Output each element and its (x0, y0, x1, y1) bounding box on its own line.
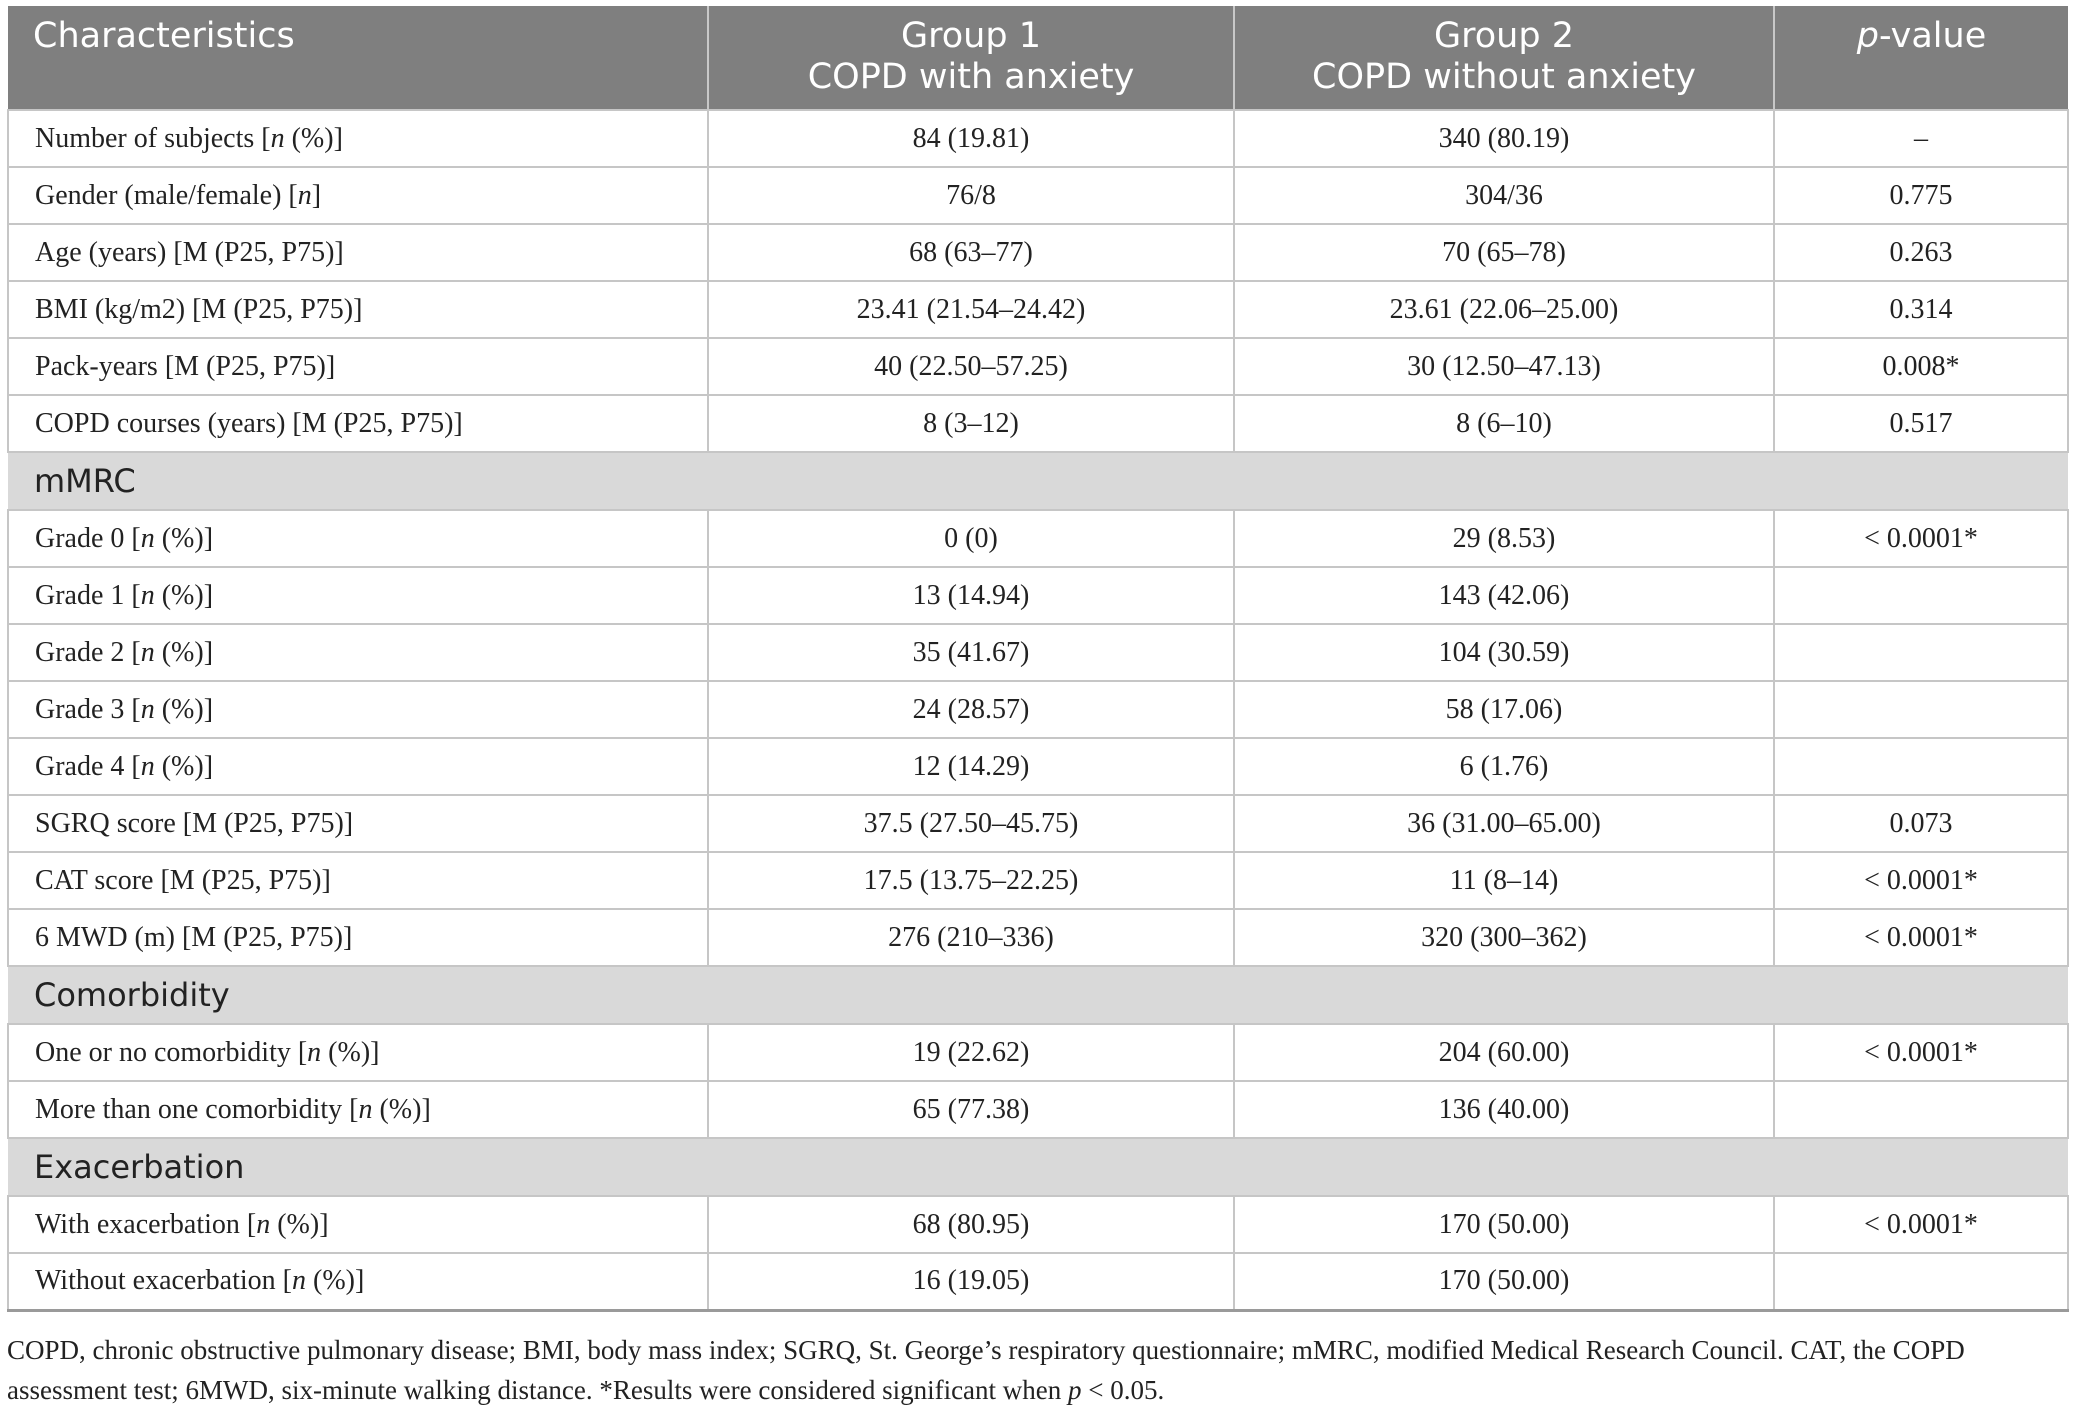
p-value: 0.073 (1774, 795, 2068, 852)
p-value: 0.775 (1774, 167, 2068, 224)
group-2-value: 36 (31.00–65.00) (1234, 795, 1774, 852)
group-1-value: 12 (14.29) (708, 738, 1234, 795)
table-row (8, 624, 2068, 681)
p-value: 0.263 (1774, 224, 2068, 281)
table-row (8, 738, 2068, 795)
table-row (8, 510, 2068, 567)
table-row (8, 1253, 2068, 1310)
section-comorbidity-label: Comorbidity (8, 966, 2068, 1024)
table-row (8, 1196, 2068, 1253)
group-2-value: 104 (30.59) (1234, 624, 1774, 681)
table-header (8, 6, 2068, 110)
row-label: Grade 3 [n (%)] (8, 681, 708, 738)
p-value (1774, 624, 2068, 681)
p-value: < 0.0001* (1774, 1196, 2068, 1253)
group-1-value: 0 (0) (708, 510, 1234, 567)
group-1-value: 16 (19.05) (708, 1253, 1234, 1310)
group-2-value: 11 (8–14) (1234, 852, 1774, 909)
table-row (8, 395, 2068, 452)
row-label: 6 MWD (m) [M (P25, P75)] (8, 909, 708, 966)
row-label: BMI (kg/m2) [M (P25, P75)] (8, 281, 708, 338)
p-value: 0.517 (1774, 395, 2068, 452)
row-label: Number of subjects [n (%)] (8, 110, 708, 167)
row-label: With exacerbation [n (%)] (8, 1196, 708, 1253)
row-label: CAT score [M (P25, P75)] (8, 852, 708, 909)
row-label: Gender (male/female) [n] (8, 167, 708, 224)
table-row (8, 681, 2068, 738)
row-label: Grade 0 [n (%)] (8, 510, 708, 567)
row-label: Without exacerbation [n (%)] (8, 1253, 708, 1310)
table-row (8, 281, 2068, 338)
group-1-value: 68 (80.95) (708, 1196, 1234, 1253)
group-1-value: 68 (63–77) (708, 224, 1234, 281)
group-1-value: 24 (28.57) (708, 681, 1234, 738)
group-2-value: 136 (40.00) (1234, 1081, 1774, 1138)
header-row (8, 6, 2068, 110)
row-label: COPD courses (years) [M (P25, P75)] (8, 395, 708, 452)
table-row (8, 167, 2068, 224)
group-2-value: 30 (12.50–47.13) (1234, 338, 1774, 395)
group-1-value: 8 (3–12) (708, 395, 1234, 452)
p-value: < 0.0001* (1774, 510, 2068, 567)
group-2-value: 58 (17.06) (1234, 681, 1774, 738)
row-label: More than one comorbidity [n (%)] (8, 1081, 708, 1138)
table-row (8, 909, 2068, 966)
row-label: Grade 2 [n (%)] (8, 624, 708, 681)
group-2-value: 340 (80.19) (1234, 110, 1774, 167)
p-value: – (1774, 110, 2068, 167)
table-row (8, 110, 2068, 167)
group-1-value: 35 (41.67) (708, 624, 1234, 681)
group-2-value: 170 (50.00) (1234, 1196, 1774, 1253)
header-p-value: p-value (1774, 6, 2068, 110)
p-value: < 0.0001* (1774, 909, 2068, 966)
row-label: Grade 1 [n (%)] (8, 567, 708, 624)
group-2-value: 70 (65–78) (1234, 224, 1774, 281)
p-value (1774, 681, 2068, 738)
group-2-value: 304/36 (1234, 167, 1774, 224)
p-value: < 0.0001* (1774, 852, 2068, 909)
section-mmrc-label: mMRC (8, 452, 2068, 510)
p-value: 0.008* (1774, 338, 2068, 395)
group-2-value: 170 (50.00) (1234, 1253, 1774, 1310)
table-footnote: COPD, chronic obstructive pulmonary disease; BMI, body mass index; SGRQ, St. George’s respiratory questionnaire; mMRC, modified Medical Research Council. CAT, the COPD assessment test; 6MWD, six-minute walking distance. *Results were considered significant when p < 0.05. (7, 1335, 1965, 1405)
row-label: One or no comorbidity [n (%)] (8, 1024, 708, 1081)
section-exacerbation-label: Exacerbation (8, 1138, 2068, 1196)
group-2-value: 143 (42.06) (1234, 567, 1774, 624)
row-label: Pack-years [M (P25, P75)] (8, 338, 708, 395)
table-row (8, 224, 2068, 281)
table-row (8, 567, 2068, 624)
table-row (8, 1081, 2068, 1138)
row-label: SGRQ score [M (P25, P75)] (8, 795, 708, 852)
group-1-value: 37.5 (27.50–45.75) (708, 795, 1234, 852)
group-2-value: 29 (8.53) (1234, 510, 1774, 567)
group-1-value: 17.5 (13.75–22.25) (708, 852, 1234, 909)
characteristics-table (7, 6, 2069, 1312)
group-2-value: 8 (6–10) (1234, 395, 1774, 452)
group-2-value: 23.61 (22.06–25.00) (1234, 281, 1774, 338)
group-2-value: 320 (300–362) (1234, 909, 1774, 966)
header-group-2: Group 2 COPD without anxiety (1234, 6, 1774, 110)
p-value (1774, 1253, 2068, 1310)
header-characteristics: Characteristics (8, 6, 708, 110)
section-comorbidity (8, 966, 2068, 1024)
section-exacerbation (8, 1138, 2068, 1196)
group-1-value: 40 (22.50–57.25) (708, 338, 1234, 395)
group-1-value: 276 (210–336) (708, 909, 1234, 966)
p-value (1774, 567, 2068, 624)
group-2-value: 204 (60.00) (1234, 1024, 1774, 1081)
group-1-value: 23.41 (21.54–24.42) (708, 281, 1234, 338)
row-label: Grade 4 [n (%)] (8, 738, 708, 795)
table-row (8, 338, 2068, 395)
table-row (8, 852, 2068, 909)
table-body (8, 110, 2068, 1310)
group-1-value: 65 (77.38) (708, 1081, 1234, 1138)
row-label: Age (years) [M (P25, P75)] (8, 224, 708, 281)
section-mmrc (8, 452, 2068, 510)
p-value: < 0.0001* (1774, 1024, 2068, 1081)
group-2-value: 6 (1.76) (1234, 738, 1774, 795)
header-group-1: Group 1 COPD with anxiety (708, 6, 1234, 110)
group-1-value: 19 (22.62) (708, 1024, 1234, 1081)
group-1-value: 84 (19.81) (708, 110, 1234, 167)
p-value: 0.314 (1774, 281, 2068, 338)
group-1-value: 76/8 (708, 167, 1234, 224)
p-value (1774, 1081, 2068, 1138)
group-1-value: 13 (14.94) (708, 567, 1234, 624)
table-container (7, 6, 2067, 1312)
table-row (8, 1024, 2068, 1081)
p-value (1774, 738, 2068, 795)
table-row (8, 795, 2068, 852)
